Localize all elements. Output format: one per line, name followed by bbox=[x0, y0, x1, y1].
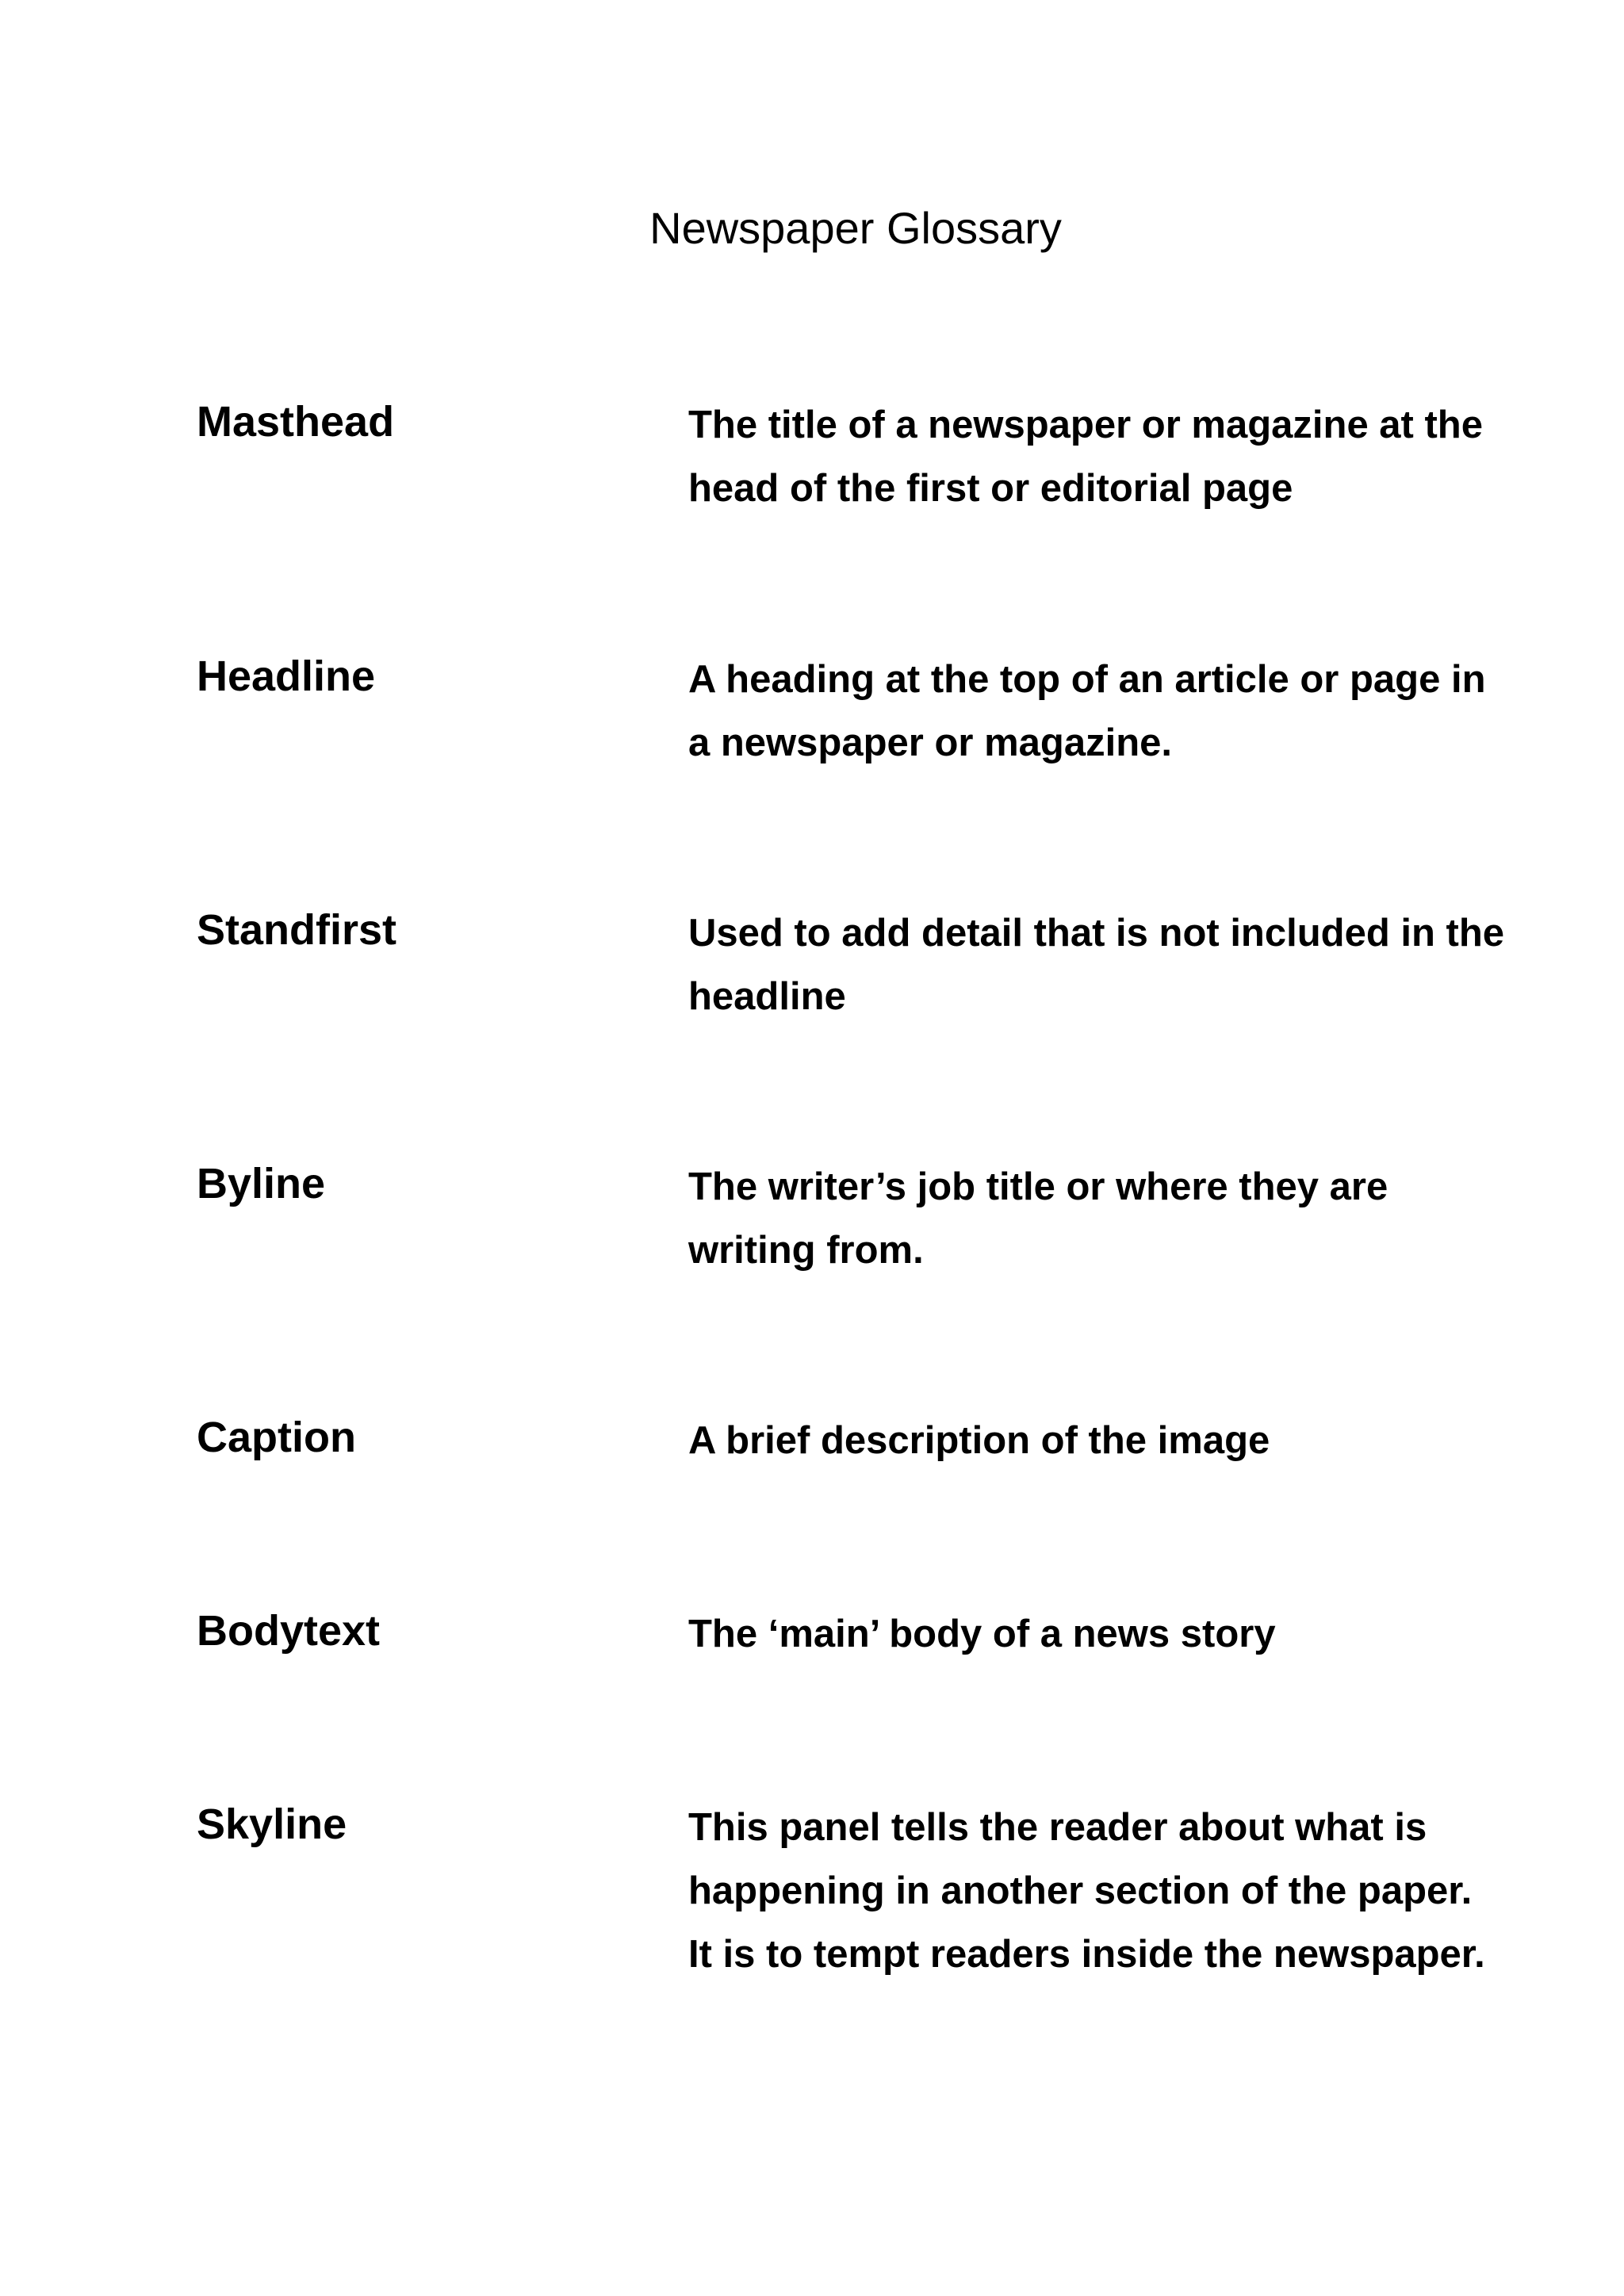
definition-line: This panel tells the reader about what is bbox=[688, 1806, 1427, 1849]
definition-line: head of the first or editorial page bbox=[688, 467, 1293, 510]
glossary-definition bbox=[688, 393, 1576, 520]
glossary-term: Headline bbox=[197, 652, 376, 700]
glossary-term: Caption bbox=[197, 1414, 356, 1461]
definition-line: happening in another section of the paper. bbox=[688, 1869, 1473, 1912]
definition-line: headline bbox=[688, 975, 846, 1018]
glossary-definition bbox=[688, 1602, 1576, 1666]
definition-line: The ‘main’ body of a news story bbox=[688, 1613, 1276, 1655]
glossary-definition bbox=[688, 1155, 1576, 1282]
glossary-definition bbox=[688, 1796, 1576, 1986]
glossary-term: Standfirst bbox=[197, 906, 397, 954]
glossary-term: Masthead bbox=[197, 398, 395, 446]
glossary-definition bbox=[688, 648, 1576, 775]
definition-line: Used to add detail that is not included in the bbox=[688, 912, 1505, 955]
glossary-term: Bodytext bbox=[197, 1607, 381, 1655]
definition-line: A heading at the top of an article or page in bbox=[688, 658, 1486, 701]
definition-line: The writer’s job title or where they are bbox=[688, 1165, 1388, 1208]
glossary-term: Byline bbox=[197, 1160, 326, 1207]
definition-line: The title of a newspaper or magazine at the bbox=[688, 404, 1483, 446]
definition-line: It is to tempt readers inside the newspaper. bbox=[688, 1933, 1485, 1976]
definition-line: writing from. bbox=[688, 1229, 924, 1272]
glossary-term: Skyline bbox=[197, 1800, 347, 1848]
definition-line: A brief description of the image bbox=[688, 1419, 1270, 1462]
definition-line: a newspaper or magazine. bbox=[688, 721, 1172, 764]
glossary-definition bbox=[688, 901, 1576, 1028]
glossary-definition bbox=[688, 1409, 1576, 1472]
page-title: Newspaper Glossary bbox=[649, 203, 1062, 253]
